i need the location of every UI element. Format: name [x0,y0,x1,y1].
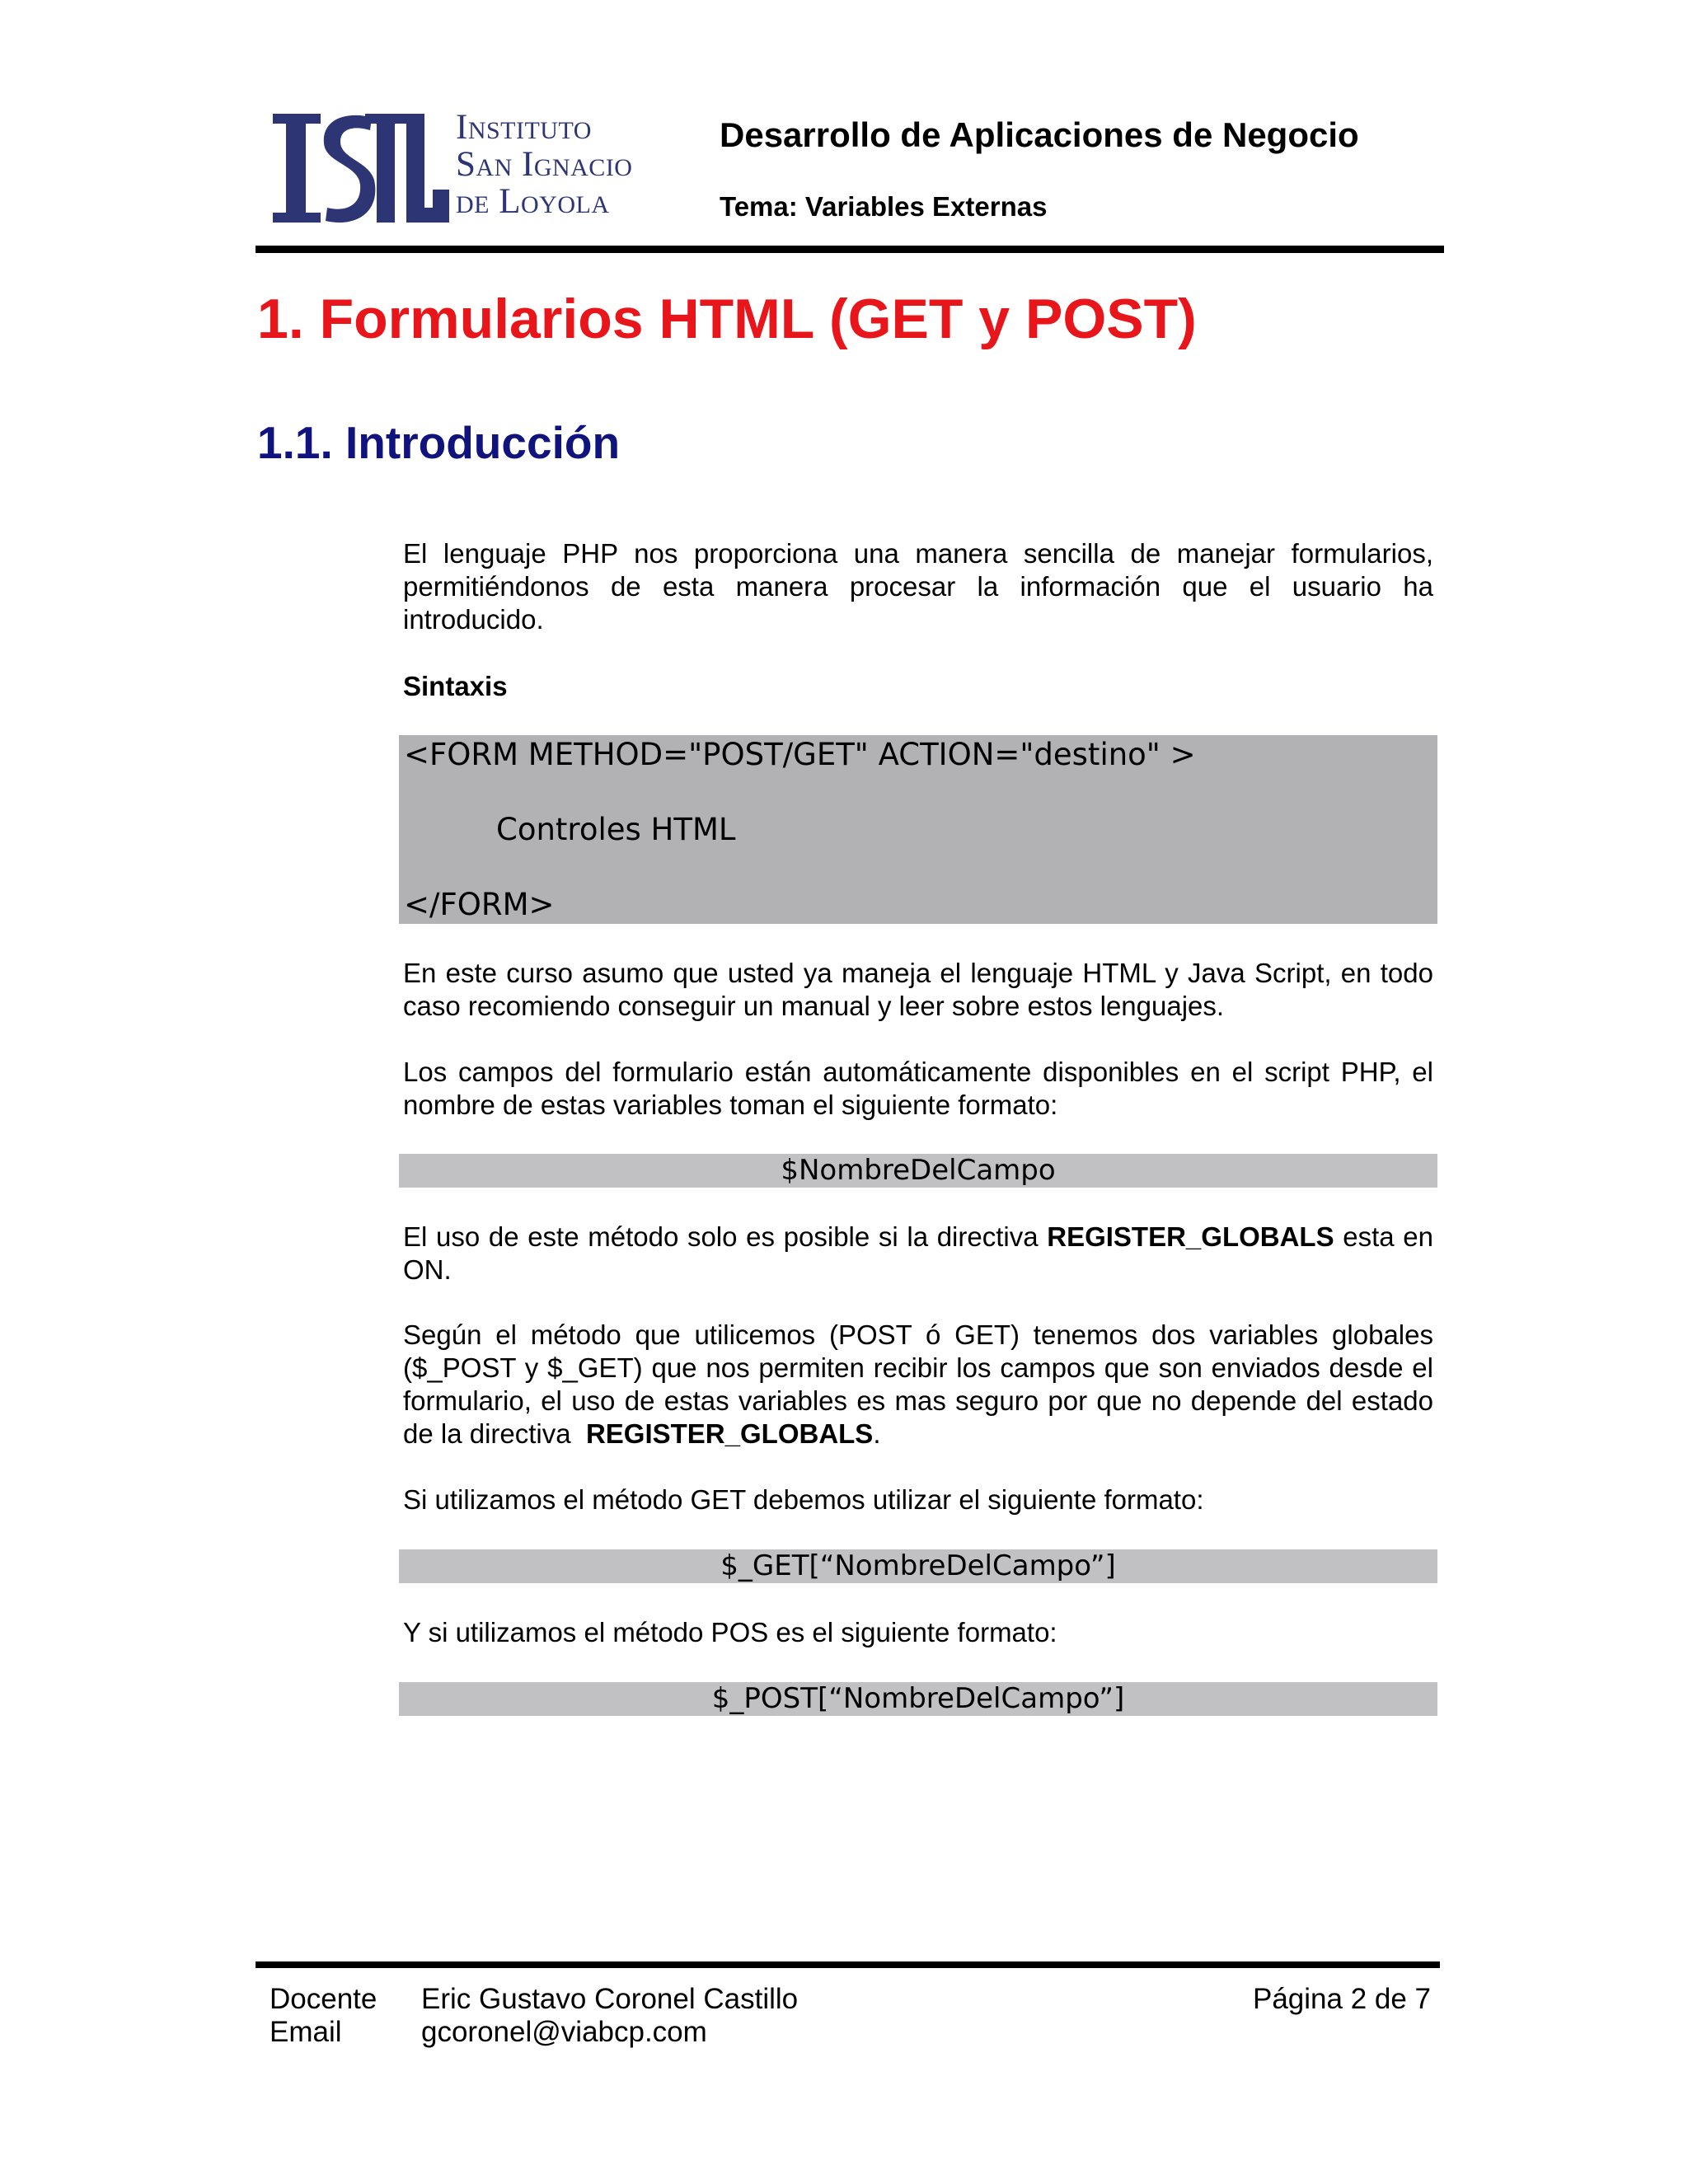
globals-directive: REGISTER_GLOBALS [585,1418,874,1449]
post-code: $_POST[“NombreDelCampo”] [399,1682,1437,1716]
institution-logo [268,107,696,229]
course-title: Desarrollo de Aplicaciones de Negocio [720,115,1359,154]
field-name-code: $NombreDelCampo [399,1154,1437,1188]
code-line-controls: Controles HTML [496,812,736,847]
code-line-close: </FORM> [404,887,555,922]
syntax-label: Sintaxis [403,671,508,701]
post-paragraph: Y si utilizamos el método POS es el siguiente formato: [403,1617,1057,1647]
section-heading: 1. Formularios HTML (GET y POST) [257,288,1197,350]
get-code: $_GET[“NombreDelCampo”] [399,1549,1437,1583]
footer-rule [256,1961,1440,1968]
email-label: Email [270,2016,342,2048]
register-paragraph [403,1221,1433,1286]
intro-paragraph: El lenguaje PHP nos proporciona una manera sencilla de manejar formularios, permitiéndonos de esta manera procesar la información que el usuario ha introducido. [403,538,1433,635]
get-paragraph: Si utilizamos el método GET debemos utilizar el siguiente formato: [403,1484,1204,1515]
logo-wordmark [456,109,703,220]
topic-label: Tema: Variables Externas [720,191,1048,222]
subsection-heading: 1.1. Introducción [257,417,621,468]
register-text-pre: El uso de este método solo es posible si la directiva [403,1221,1048,1252]
logo-line-3: de Loyola [456,182,610,221]
isil-logo-mark [268,107,449,229]
email-value: gcoronel@viabcp.com [421,2016,707,2048]
globals-text-post: . [873,1418,881,1449]
globals-text-pre: Según el método que utilicemos (POST ó GET) tenemos dos variables globales ($_POST y $_GET) que nos permiten recibir los campos que son enviados desde el formulario, el uso de estas variables es mas seguro por que no depende del estado de la directiva [403,1319,1442,1449]
page-number: Página 2 de 7 [1253,1983,1432,2015]
docente-label: Docente [270,1983,377,2015]
course-paragraph: En este curso asumo que usted ya maneja el lenguaje HTML y Java Script, en todo caso recomiendo conseguir un manual y leer sobre estos lenguajes. [403,958,1433,1021]
header-rule [256,246,1444,253]
register-directive: REGISTER_GLOBALS [1047,1221,1334,1252]
docente-name: Eric Gustavo Coronel Castillo [421,1983,799,2015]
logo-line-2: San Ignacio [456,145,633,184]
syntax-code-block [399,735,1437,924]
logo-line-1: Instituto [456,108,592,147]
fields-paragraph: Los campos del formulario están automáticamente disponibles en el script PHP, el nombre de estas variables toman el siguiente formato: [403,1057,1433,1120]
globals-paragraph [403,1319,1442,1451]
code-line-open: <FORM METHOD="POST/GET" ACTION="destino" > [404,737,1196,772]
register-text-post: esta en ON. [403,1221,1433,1285]
